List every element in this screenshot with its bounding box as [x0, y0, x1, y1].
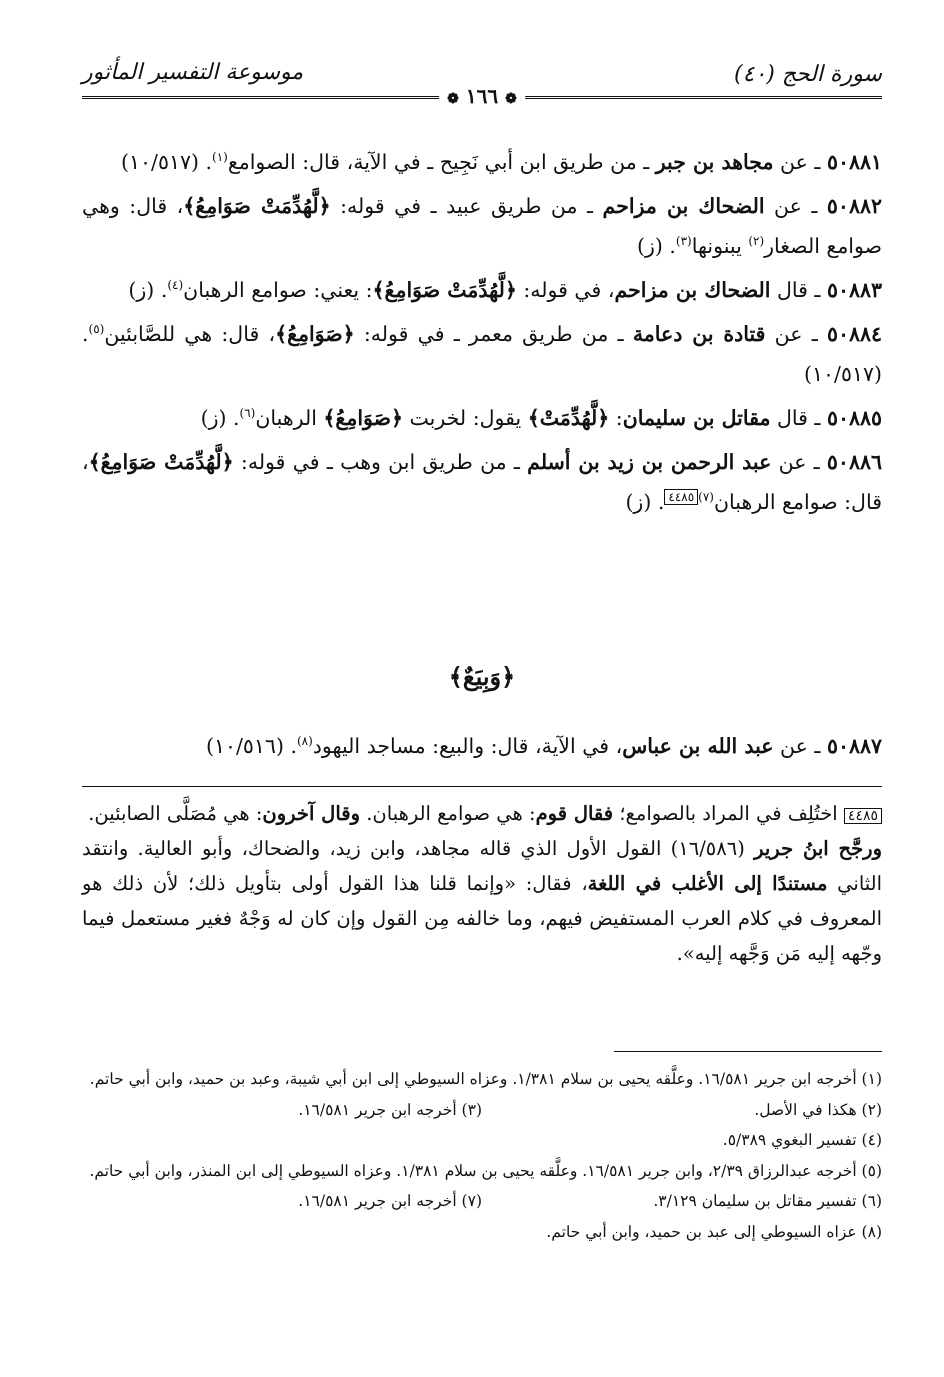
footnote-marker: (٥)	[88, 322, 105, 337]
footnote-marker: (٧)	[698, 490, 714, 505]
text: : هي مُصَلَّى الصابئين.	[88, 802, 263, 825]
text: ـ عن	[773, 734, 827, 758]
narration-50884	[82, 314, 882, 394]
footnote-marker: (٤)	[167, 278, 184, 293]
narration-50885	[82, 398, 882, 438]
narrator-name: الضحاك بن مزاحم	[614, 278, 771, 302]
narration-number: ٥٠٨٨٦	[826, 450, 882, 474]
text: ، قال: هي للصَّابئين	[104, 322, 276, 346]
footnote-7: (٧) أخرجه ابن جرير ١٦/٥٨١.	[298, 1192, 482, 1210]
footnote-4: (٤) تفسير البغوي ٥/٣٨٩.	[722, 1131, 882, 1149]
text: (١٦/٥٨٦) القول الأول الذي قاله مجاهد، وابن زيد، والضحاك، وأبو العالية. وانتقد الثاني	[82, 837, 883, 895]
ornament-icon: ❁	[447, 91, 459, 107]
page-number-text: ١٦٦	[465, 84, 499, 108]
quran-quote: ﴿صَوَامِعُ﴾	[323, 406, 404, 430]
text: . (ز)	[128, 278, 168, 302]
text: ، قال: صوامع الرهبان	[82, 450, 882, 514]
narration-50883	[82, 270, 882, 310]
text: وقال آخرون	[262, 802, 361, 825]
text: . (ز)	[625, 490, 665, 514]
text: ، قال: وهي صوامع الصغار	[82, 194, 882, 258]
footnote-row	[82, 1186, 882, 1217]
text: ـ عن	[765, 322, 827, 346]
narration-number: ٥٠٨٨٥	[826, 406, 882, 430]
narration-50887	[82, 726, 882, 766]
quran-quote: ﴿صَوَامِعُ﴾	[275, 322, 355, 346]
text: اختُلِف في المراد بالصوامع؛	[613, 802, 844, 825]
narration-number: ٥٠٨٨٧	[826, 734, 882, 758]
commentary-ref-badge[interactable]: ٤٤٨٥	[664, 489, 698, 505]
text: يبنونها	[691, 234, 749, 258]
narrations-list	[82, 142, 882, 526]
footnote-6: (٦) تفسير مقاتل بن سليمان ٣/١٢٩.	[653, 1192, 882, 1210]
quran-quote: ﴿لَّهُدِّمَتْ﴾	[527, 406, 610, 430]
narrator-name: عبد الرحمن بن زيد بن أسلم	[527, 450, 772, 474]
commentary-block	[82, 796, 882, 971]
footnote-marker: (١)	[212, 150, 228, 165]
footnote-marker: (٢)	[748, 234, 765, 249]
text: يقول: لخربت	[403, 406, 528, 430]
narration-number: ٥٠٨٨٢	[826, 194, 882, 218]
page-number	[439, 84, 525, 108]
text: فقال قوم	[535, 802, 614, 825]
text: ـ عن	[771, 450, 827, 474]
narrator-name: الضحاك بن مزاحم	[602, 194, 765, 218]
text: : يعني: صوامع الرهبان	[183, 278, 373, 302]
footnote-1: (١) أخرجه ابن جرير ١٦/٥٨١. وعلَّقه يحيى بن سلام ١/٣٨١. وعزاه السيوطي إلى ابن أبي شيبة، وعبد بن حميد، وابن أبي حاتم.	[89, 1070, 882, 1088]
book-title-header: موسوعة التفسير المأثور	[82, 60, 304, 85]
narration-number: ٥٠٨٨٣	[826, 278, 882, 302]
text: . (ز)	[200, 406, 240, 430]
surah-header: سورة الحج (٤٠)	[734, 62, 882, 87]
text: ، في الآية، قال: والبيع: مساجد اليهود	[312, 734, 623, 758]
narrator-name: مقاتل بن سليمان	[622, 406, 771, 430]
text: . (١٠/٥١٦)	[205, 734, 297, 758]
commentary-divider	[82, 786, 882, 787]
text: ورجَّح ابنُ جرير	[754, 837, 883, 860]
text: ـ عن	[764, 194, 827, 218]
footnote-5: (٥) أخرجه عبدالرزاق ٢/٣٩، وابن جرير ١٦/٥٨١. وعلَّقه يحيى بن سلام ١/٣٨١. وعزاه السيوطي إلى ابن المنذر، وابن أبي حاتم.	[89, 1161, 882, 1180]
text: ـ من طريق معمر ـ في قوله:	[354, 322, 633, 346]
text: ـ قال	[770, 278, 827, 302]
text: ـ من طريق ابن أبي نَجِيح ـ في الآية، قال: الصوامع	[227, 150, 656, 174]
footnote-marker: (٦)	[239, 406, 256, 421]
text: . (١٠/٥١٧)	[121, 150, 213, 174]
footnotes	[82, 1064, 882, 1247]
text: ـ قال	[770, 406, 827, 430]
narration-50886	[82, 442, 882, 522]
narrator-name: عبد الله بن عباس	[622, 734, 774, 758]
commentary-ref-badge: ٤٤٨٥	[844, 808, 882, 824]
text: : هي صوامع الرهبان.	[360, 802, 536, 825]
footnote-divider	[614, 1051, 882, 1052]
footnote-marker: (٨)	[296, 734, 313, 749]
page-header	[82, 56, 882, 108]
text: :	[609, 406, 623, 430]
footnote-8: (٨) عزاه السيوطي إلى عبد بن حميد، وابن أبي حاتم.	[546, 1222, 882, 1241]
narrator-name: مجاهد بن جبر	[655, 150, 774, 174]
footnote-row	[82, 1095, 882, 1126]
narration-50881	[82, 142, 882, 182]
commentary-paragraph	[82, 831, 882, 971]
text: . (١٠/٥١٧)	[82, 322, 882, 386]
footnote-marker: (٣)	[675, 234, 692, 249]
page	[82, 0, 882, 1377]
text: الرهبان	[255, 406, 324, 430]
text: ، في قوله:	[516, 278, 615, 302]
text: ، فقال: «وإنما قلنا هذا القول أولى بتأويل ذلك؛ لأن ذلك هو المعروف في كلام العرب المستفيض فيهم، وما خالفه مِن القول وإن كان له وَجْهٌ فغير مستعمل فيما وجّهه إليه مَن وَجَّهه إليه».	[82, 872, 882, 965]
quran-quote: ﴿لَّهُدِّمَتْ صَوَامِعُ﴾	[372, 278, 517, 302]
text: ـ من طريق عبيد ـ في قوله:	[330, 194, 603, 218]
commentary-paragraph	[82, 796, 882, 831]
text: ـ عن	[773, 150, 827, 174]
ornament-icon: ❁	[505, 91, 517, 107]
footnote-2: (٢) هكذا في الأصل.	[754, 1100, 882, 1119]
section-heading: ﴿وَبِيَعٌ﴾	[448, 662, 516, 691]
footnote-3: (٣) أخرجه ابن جرير ١٦/٥٨١.	[298, 1100, 482, 1119]
narration-50882	[82, 186, 882, 266]
narration-number: ٥٠٨٨٤	[826, 322, 882, 346]
text: . (ز)	[636, 234, 676, 258]
text: مستندًا إلى الأغلب في اللغة	[587, 872, 828, 895]
quran-quote: ﴿لَّهُدِّمَتْ صَوَامِعُ﴾	[183, 194, 331, 218]
text: ـ من طريق ابن وهب ـ في قوله:	[233, 450, 528, 474]
quran-quote: ﴿لَّهُدِّمَتْ صَوَامِعُ﴾	[88, 450, 234, 474]
narration-number: ٥٠٨٨١	[826, 150, 882, 174]
narrator-name: قتادة بن دعامة	[632, 322, 766, 346]
